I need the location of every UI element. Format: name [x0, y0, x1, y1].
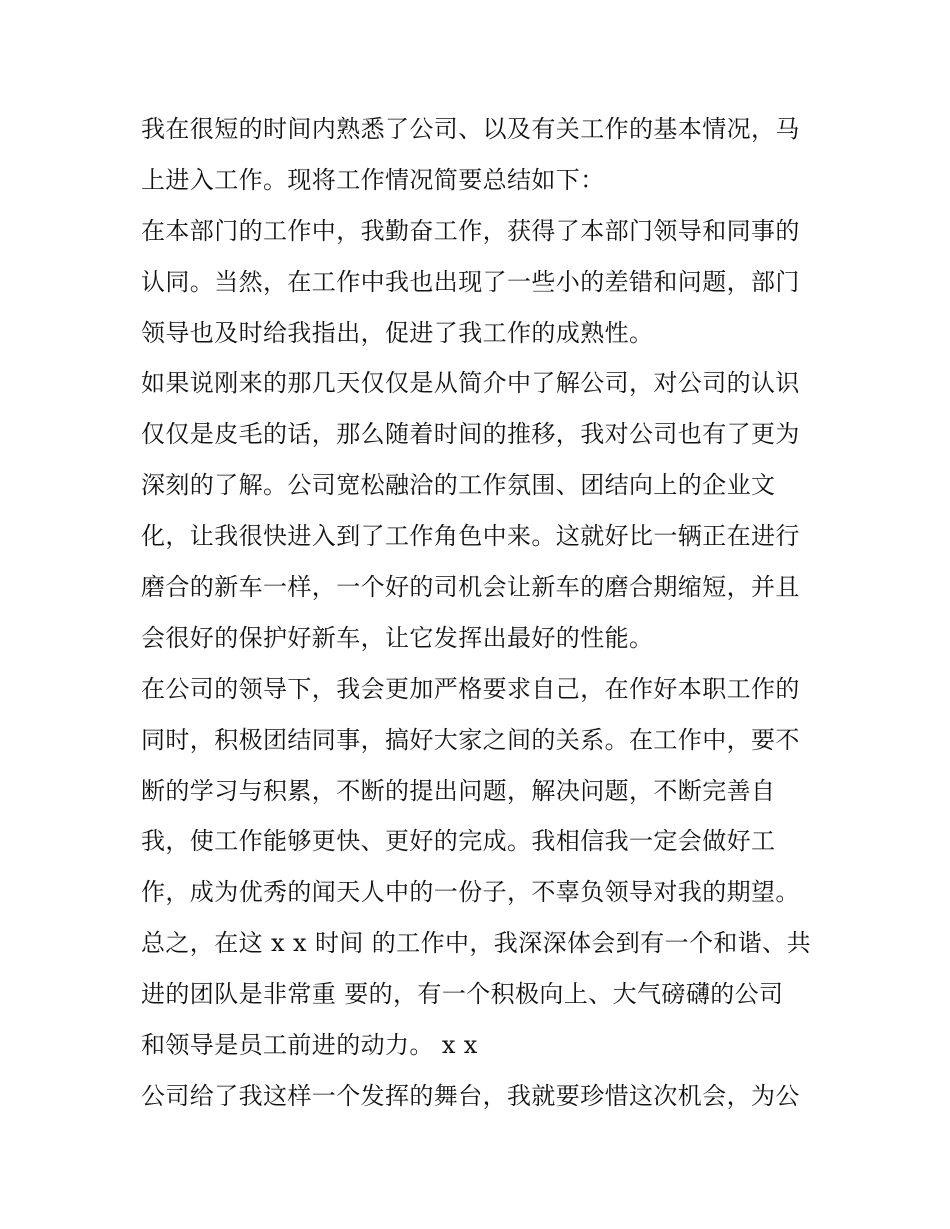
text-line-4: 认同。当然，在工作中我也出现了一些小的差错和问题，部门	[141, 267, 800, 296]
text-line-8: 深刻的了解。公司宽松融洽的工作氛围、团结向上的企业文	[141, 471, 776, 500]
text-line-5: 领导也及时给我指出，促进了我工作的成熟性。	[141, 318, 654, 347]
text-line-16: 作，成为优秀的闻天人中的一份子，不辜负领导对我的期望。	[141, 878, 800, 907]
text-line-6: 如果说刚来的那几天仅仅是从简介中了解公司，对公司的认识	[141, 369, 800, 398]
text-line-20: 公司给了我这样一个发挥的舞台，我就要珍惜这次机会，为公	[141, 1081, 800, 1110]
text-line-12: 在公司的领导下，我会更加严格要求自己，在作好本职工作的	[141, 674, 800, 703]
text-line-7: 仅仅是皮毛的话，那么随着时间的推移，我对公司也有了更为	[141, 420, 800, 449]
text-line-13: 同时，积极团结同事，搞好大家之间的关系。在工作中，要不	[141, 725, 800, 754]
text-line-15: 我，使工作能够更快、更好的完成。我相信我一定会做好工	[141, 827, 776, 856]
text-line-9: 化，让我很快进入到了工作角色中来。这就好比一辆正在进行	[141, 522, 800, 551]
text-line-1: 我在很短的时间内熟悉了公司、以及有关工作的基本情况，马	[141, 115, 800, 143]
document-body	[141, 104, 821, 1122]
text-line-11: 会很好的保护好新车，让它发挥出最好的性能。	[141, 623, 654, 652]
text-line-3: 在本部门的工作中，我勤奋工作，获得了本部门领导和同事的	[141, 216, 800, 245]
text-line-10: 磨合的新车一样，一个好的司机会让新车的磨合期缩短，并且	[141, 573, 800, 602]
text-line-17: 总之，在这 x x 时间 的工作中，我深深体会到有一个和谐、共	[141, 929, 811, 958]
text-line-19: 和领导是员工前进的动力。 x x	[141, 1031, 478, 1060]
text-line-2: 上进入工作。现将工作情况简要总结如下：	[141, 165, 605, 194]
text-line-14: 断的学习与积累，不断的提出问题，解决问题，不断完善自	[141, 776, 776, 805]
text-line-18: 进的团队是非常重 要的，有一个积极向上、大气磅礴的公司	[141, 980, 784, 1009]
